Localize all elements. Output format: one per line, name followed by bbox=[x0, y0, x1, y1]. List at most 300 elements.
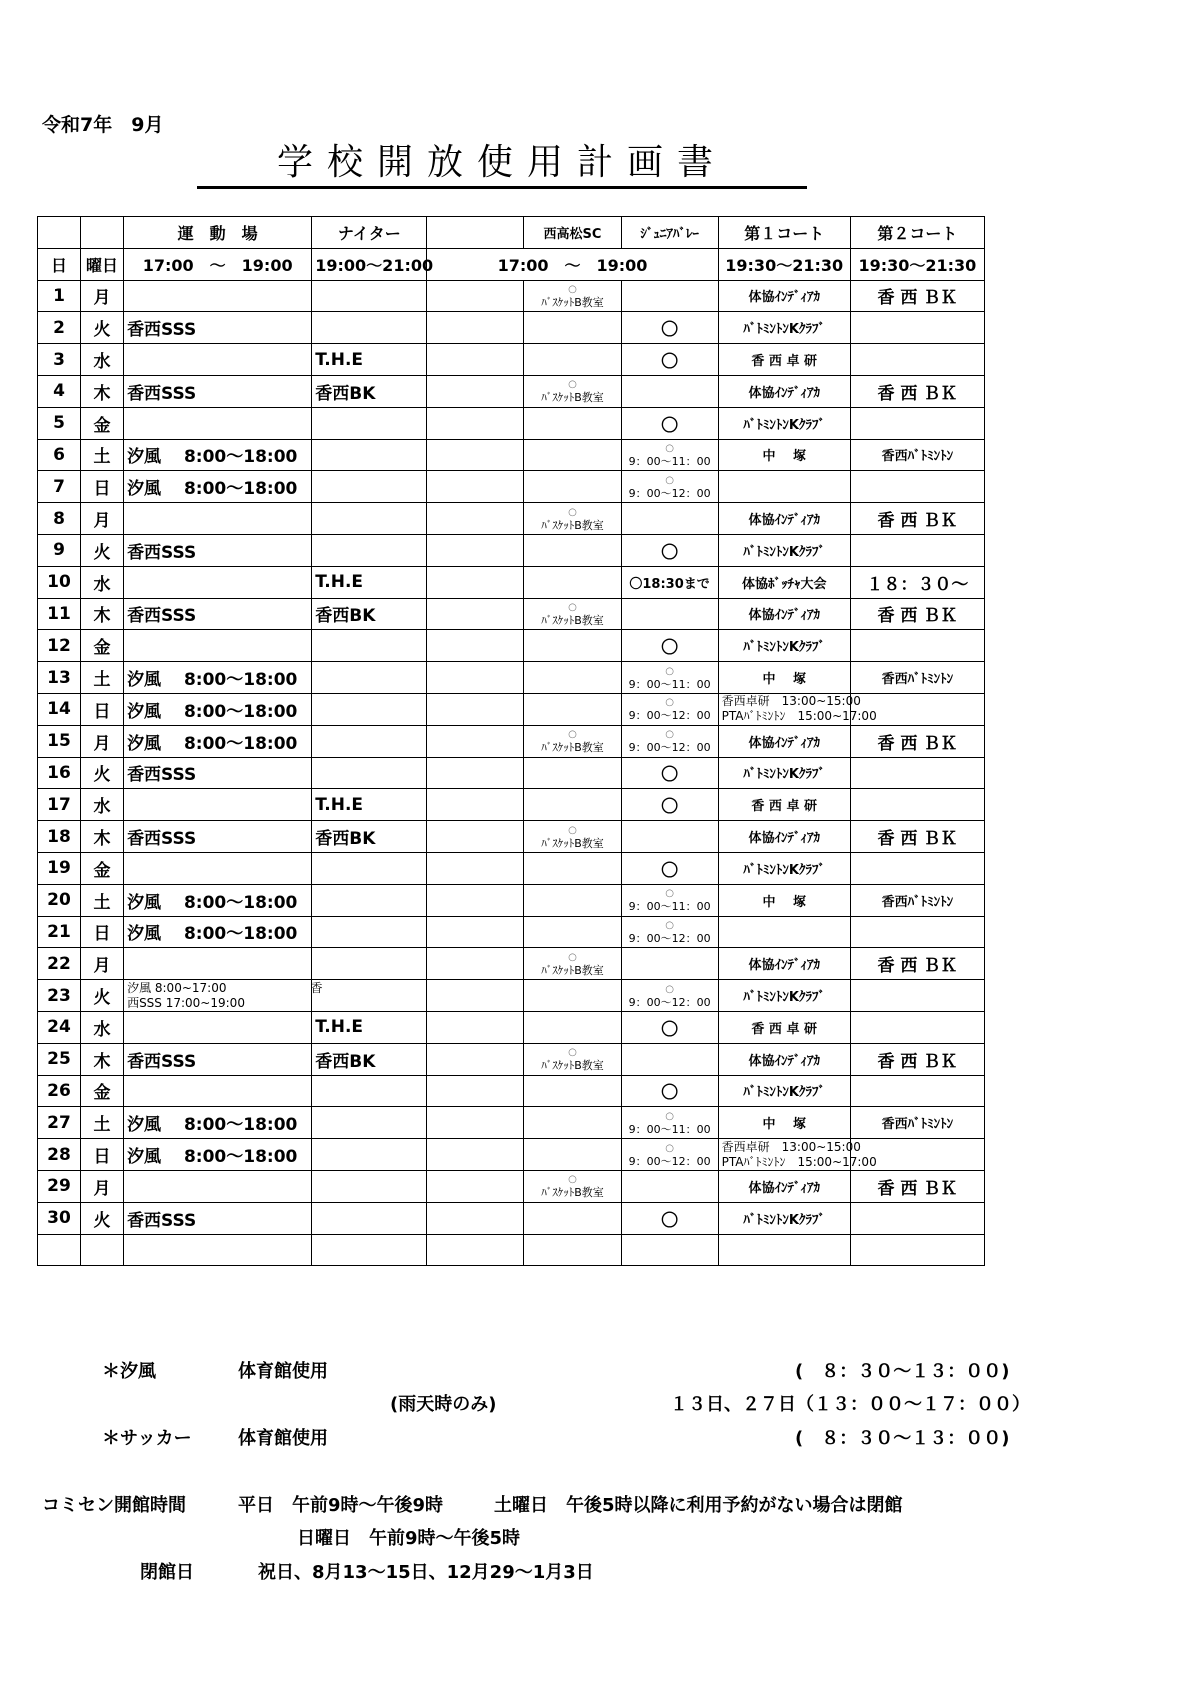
ground-cell: 汐風 8:00～18:00 bbox=[124, 1139, 312, 1171]
circle-mark-icon: ○ bbox=[665, 919, 674, 931]
court2-cell bbox=[850, 534, 984, 566]
court2-cell: 香 西 ＢＫ bbox=[850, 503, 984, 535]
night-cell bbox=[312, 916, 427, 948]
circle-mark-icon: ○ bbox=[665, 665, 674, 677]
table-row bbox=[38, 534, 985, 566]
sc-cell bbox=[524, 884, 621, 916]
weekday-cell: 日 bbox=[81, 1139, 124, 1171]
sc-cell bbox=[524, 948, 621, 980]
court1-cell: 体協ｲﾝﾃﾞｨｱｶ bbox=[718, 280, 850, 312]
circle-mark-icon: ○ bbox=[665, 697, 674, 709]
court2-cell bbox=[850, 312, 984, 344]
night-cell: 香西BK bbox=[312, 375, 427, 407]
night-cell bbox=[312, 662, 427, 694]
day-cell: 23 bbox=[38, 980, 81, 1012]
sc-cell bbox=[524, 598, 621, 630]
jv-time: 9：00～12：00 bbox=[628, 741, 711, 755]
junior-volley-cell: 〇 bbox=[621, 407, 718, 439]
sc-cell bbox=[524, 757, 621, 789]
court2-cell bbox=[850, 1234, 984, 1266]
jv-entry bbox=[625, 442, 715, 468]
blank-cell bbox=[427, 598, 524, 630]
night-cell bbox=[312, 1139, 427, 1171]
sc-cell bbox=[524, 1043, 621, 1075]
table-row bbox=[38, 725, 985, 757]
jv-time: 9：00～12：00 bbox=[628, 995, 711, 1009]
junior-volley-cell bbox=[621, 375, 718, 407]
court2-cell bbox=[850, 1075, 984, 1107]
circle-mark-icon: ○ bbox=[665, 983, 674, 995]
sc-cell bbox=[524, 630, 621, 662]
jv-entry bbox=[625, 983, 715, 1009]
court2-cell bbox=[850, 630, 984, 662]
night-cell bbox=[312, 693, 427, 725]
ground-cell bbox=[124, 789, 312, 821]
blank-cell bbox=[427, 1202, 524, 1234]
court1-cell: 体協ｲﾝﾃﾞｨｱｶ bbox=[718, 598, 850, 630]
closed-days: 祝日、8月13～15日、12月29～1月3日 bbox=[258, 1562, 594, 1583]
blank-cell bbox=[427, 439, 524, 471]
sc-label: ﾊﾞｽｹｯﾄB教室 bbox=[541, 295, 604, 309]
sc-label: ﾊﾞｽｹｯﾄB教室 bbox=[541, 518, 604, 532]
blank-cell bbox=[427, 948, 524, 980]
junior-volley-cell: 〇 bbox=[621, 1011, 718, 1043]
court1-cell: 体協ｲﾝﾃﾞｨｱｶ bbox=[718, 821, 850, 853]
jv-time: 9：00～11：00 bbox=[628, 454, 711, 468]
day-cell: 3 bbox=[38, 344, 81, 376]
day-cell: 15 bbox=[38, 725, 81, 757]
ground-cell bbox=[124, 1011, 312, 1043]
day-cell: 28 bbox=[38, 1139, 81, 1171]
table-row bbox=[38, 1043, 985, 1075]
junior-volley-cell bbox=[621, 916, 718, 948]
table-row bbox=[38, 980, 985, 1012]
weekday-cell: 水 bbox=[81, 789, 124, 821]
court2-cell: 香 西 ＢＫ bbox=[850, 598, 984, 630]
day-cell: 13 bbox=[38, 662, 81, 694]
day-cell: 24 bbox=[38, 1011, 81, 1043]
sc-cell bbox=[524, 1107, 621, 1139]
circle-mark-icon: ○ bbox=[568, 729, 577, 741]
blank-cell bbox=[427, 407, 524, 439]
court1-cell: ﾊﾞﾄﾐﾝﾄﾝKｸﾗﾌﾞ bbox=[718, 630, 850, 662]
note-soccer-time: ( ８：３０～１３：００) bbox=[795, 1428, 1010, 1449]
night-cell bbox=[312, 471, 427, 503]
header-court2: 第２コート bbox=[850, 217, 984, 249]
court2-cell: 香 西 ＢＫ bbox=[850, 821, 984, 853]
header-day: 日 bbox=[38, 248, 81, 280]
blank-cell bbox=[427, 757, 524, 789]
note-soccer-use: 体育館使用 bbox=[238, 1428, 328, 1449]
table-row bbox=[38, 280, 985, 312]
court1-cell bbox=[718, 693, 877, 725]
table-row bbox=[38, 471, 985, 503]
header-court1-time: 19:30～21:30 bbox=[718, 248, 850, 280]
sc-cell bbox=[524, 566, 621, 598]
junior-volley-cell: 〇 bbox=[621, 344, 718, 376]
junior-volley-cell bbox=[621, 1107, 718, 1139]
schedule-table bbox=[37, 216, 985, 1266]
blank-cell bbox=[427, 1011, 524, 1043]
court1-line: 香西卓研 13:00~15:00 bbox=[721, 1139, 861, 1154]
night-cell: T.H.E bbox=[312, 344, 427, 376]
blank-cell bbox=[427, 1075, 524, 1107]
table-row bbox=[38, 344, 985, 376]
day-cell: 10 bbox=[38, 566, 81, 598]
weekday-cell: 火 bbox=[81, 1202, 124, 1234]
ground-cell: 香西SSS bbox=[124, 1043, 312, 1075]
night-cell: 香西BK bbox=[312, 1043, 427, 1075]
night-cell: T.H.E bbox=[312, 1011, 427, 1043]
blank-cell bbox=[427, 1043, 524, 1075]
court2-cell: 香 西 ＢＫ bbox=[850, 948, 984, 980]
court1-cell: ﾊﾞﾄﾐﾝﾄﾝKｸﾗﾌﾞ bbox=[718, 980, 850, 1012]
court1-cell bbox=[718, 1234, 850, 1266]
junior-volley-cell bbox=[621, 1170, 718, 1202]
jv-entry bbox=[625, 474, 715, 500]
day-cell: 5 bbox=[38, 407, 81, 439]
junior-volley-cell bbox=[621, 821, 718, 853]
sc-cell bbox=[524, 693, 621, 725]
sc-cell bbox=[524, 1170, 621, 1202]
day-cell: 22 bbox=[38, 948, 81, 980]
day-cell: 8 bbox=[38, 503, 81, 535]
weekday-cell: 日 bbox=[81, 471, 124, 503]
circle-mark-icon: ○ bbox=[568, 601, 577, 613]
night-cell: 香西BK bbox=[312, 598, 427, 630]
court1-cell bbox=[718, 471, 850, 503]
blank-cell bbox=[427, 789, 524, 821]
note-rain-only: (雨天時のみ) bbox=[390, 1394, 497, 1415]
header-row-2 bbox=[38, 248, 985, 280]
blank-cell bbox=[427, 630, 524, 662]
court2-cell bbox=[850, 757, 984, 789]
ground-cell: 汐風 8:00～18:00 bbox=[124, 471, 312, 503]
circle-mark-icon: ○ bbox=[568, 506, 577, 518]
sc-cell bbox=[524, 821, 621, 853]
court2-cell bbox=[850, 916, 984, 948]
day-cell: 26 bbox=[38, 1075, 81, 1107]
night-cell bbox=[312, 503, 427, 535]
night-cell bbox=[312, 534, 427, 566]
header-cell bbox=[38, 217, 81, 249]
junior-volley-cell bbox=[621, 1234, 718, 1266]
sc-cell bbox=[524, 439, 621, 471]
header-court1: 第１コート bbox=[718, 217, 850, 249]
weekday-cell: 木 bbox=[81, 598, 124, 630]
table-row bbox=[38, 884, 985, 916]
weekday-cell: 火 bbox=[81, 312, 124, 344]
sc-cell bbox=[524, 503, 621, 535]
blank-cell bbox=[427, 852, 524, 884]
sc-entry bbox=[527, 378, 617, 404]
sc-label: ﾊﾞｽｹｯﾄB教室 bbox=[541, 836, 604, 850]
blank-cell bbox=[427, 534, 524, 566]
day-cell: 30 bbox=[38, 1202, 81, 1234]
table-row bbox=[38, 852, 985, 884]
ground-cell bbox=[124, 1075, 312, 1107]
weekday-cell: 月 bbox=[81, 725, 124, 757]
sc-label: ﾊﾞｽｹｯﾄB教室 bbox=[541, 1186, 604, 1200]
junior-volley-cell bbox=[621, 1043, 718, 1075]
junior-volley-cell: 〇 bbox=[621, 630, 718, 662]
weekday-cell: 火 bbox=[81, 534, 124, 566]
circle-mark-icon: ○ bbox=[568, 1174, 577, 1186]
table-row bbox=[38, 312, 985, 344]
blank-cell bbox=[427, 280, 524, 312]
ground-cell: 香西SSS bbox=[124, 598, 312, 630]
day-cell: 18 bbox=[38, 821, 81, 853]
day-cell: 9 bbox=[38, 534, 81, 566]
jv-time: 9：00～11：00 bbox=[628, 677, 711, 691]
circle-mark-icon: ○ bbox=[665, 442, 674, 454]
table-row bbox=[38, 1075, 985, 1107]
ground-cell bbox=[124, 503, 312, 535]
jv-time: 9：00～12：00 bbox=[628, 709, 711, 723]
sc-cell bbox=[524, 375, 621, 407]
day-cell: 12 bbox=[38, 630, 81, 662]
court1-cell: ﾊﾞﾄﾐﾝﾄﾝKｸﾗﾌﾞ bbox=[718, 1075, 850, 1107]
jv-entry bbox=[625, 919, 715, 945]
circle-mark-icon: ○ bbox=[568, 951, 577, 963]
jv-time: 9：00～12：00 bbox=[628, 931, 711, 945]
jv-time: 9：00～11：00 bbox=[628, 900, 711, 914]
court2-cell bbox=[850, 980, 984, 1012]
night-cell bbox=[312, 1075, 427, 1107]
table-row bbox=[38, 375, 985, 407]
sc-cell bbox=[524, 725, 621, 757]
court1-cell bbox=[718, 916, 850, 948]
hours-weekday: 平日 午前9時～午後9時 bbox=[238, 1495, 444, 1516]
junior-volley-cell bbox=[621, 280, 718, 312]
weekday-cell: 土 bbox=[81, 884, 124, 916]
court1-line: 香西卓研 13:00~15:00 bbox=[721, 694, 861, 709]
sc-cell bbox=[524, 312, 621, 344]
header-sc-time: 17:00 ～ 19:00 bbox=[427, 248, 718, 280]
junior-volley-cell bbox=[621, 693, 718, 725]
circle-mark-icon: ○ bbox=[568, 379, 577, 391]
day-cell: 11 bbox=[38, 598, 81, 630]
blank-cell bbox=[427, 471, 524, 503]
day-cell: 4 bbox=[38, 375, 81, 407]
sc-label: ﾊﾞｽｹｯﾄB教室 bbox=[541, 741, 604, 755]
day-cell: 1 bbox=[38, 280, 81, 312]
junior-volley-cell bbox=[621, 980, 718, 1012]
blank-cell bbox=[427, 725, 524, 757]
day-cell: 19 bbox=[38, 852, 81, 884]
sc-cell bbox=[524, 280, 621, 312]
day-cell: 20 bbox=[38, 884, 81, 916]
header-cell bbox=[427, 217, 524, 249]
weekday-cell: 月 bbox=[81, 1170, 124, 1202]
sc-entry bbox=[527, 1173, 617, 1199]
court1-cell: 中 塚 bbox=[718, 662, 850, 694]
sc-label: ﾊﾞｽｹｯﾄB教室 bbox=[541, 391, 604, 405]
court2-cell bbox=[850, 1011, 984, 1043]
court2-cell bbox=[850, 471, 984, 503]
court1-cell: ﾊﾞﾄﾐﾝﾄﾝKｸﾗﾌﾞ bbox=[718, 407, 850, 439]
blank-cell bbox=[427, 312, 524, 344]
sc-cell bbox=[524, 407, 621, 439]
ground-cell bbox=[124, 1234, 312, 1266]
ground-cell: 汐風 8:00～18:00 bbox=[124, 884, 312, 916]
header-weekday: 曜日 bbox=[81, 248, 124, 280]
circle-mark-icon: ○ bbox=[568, 283, 577, 295]
weekday-cell: 月 bbox=[81, 948, 124, 980]
night-cell bbox=[312, 1170, 427, 1202]
table-row bbox=[38, 1170, 985, 1202]
night-cell bbox=[312, 980, 427, 1012]
court1-cell: ﾊﾞﾄﾐﾝﾄﾝKｸﾗﾌﾞ bbox=[718, 534, 850, 566]
weekday-cell: 水 bbox=[81, 1011, 124, 1043]
note-shiokaze-label: ＊汐風 bbox=[102, 1361, 156, 1382]
table-row bbox=[38, 916, 985, 948]
ground-cell bbox=[124, 948, 312, 980]
sc-entry bbox=[527, 283, 617, 309]
night-cell bbox=[312, 280, 427, 312]
sc-cell bbox=[524, 1075, 621, 1107]
day-cell: 2 bbox=[38, 312, 81, 344]
ground-cell bbox=[124, 280, 312, 312]
table-row bbox=[38, 566, 985, 598]
court1-cell: 中 塚 bbox=[718, 884, 850, 916]
table-row bbox=[38, 1234, 985, 1266]
blank-cell bbox=[427, 1107, 524, 1139]
night-cell bbox=[312, 312, 427, 344]
court1-cell: 体協ｲﾝﾃﾞｨｱｶ bbox=[718, 725, 850, 757]
court1-cell: 体協ﾎﾞｯﾁｬ大会 bbox=[718, 566, 850, 598]
night-cell bbox=[312, 630, 427, 662]
court1-cell: ﾊﾞﾄﾐﾝﾄﾝKｸﾗﾌﾞ bbox=[718, 1202, 850, 1234]
blank-cell bbox=[427, 821, 524, 853]
weekday-cell: 日 bbox=[81, 916, 124, 948]
sc-cell bbox=[524, 534, 621, 566]
blank-cell bbox=[427, 1170, 524, 1202]
circle-mark-icon: ○ bbox=[665, 1110, 674, 1122]
header-sc: 西高松SC bbox=[524, 217, 621, 249]
ground-cell: 香西SSS bbox=[124, 757, 312, 789]
sc-cell bbox=[524, 1011, 621, 1043]
ground-line: 汐風 8:00~17:00 香 bbox=[127, 980, 323, 995]
ground-cell: 汐風 8:00～18:00 bbox=[124, 439, 312, 471]
jv-entry bbox=[625, 1142, 715, 1168]
ground-cell: 香西SSS bbox=[124, 1202, 312, 1234]
jv-entry bbox=[625, 665, 715, 691]
court2-cell: 香 西 ＢＫ bbox=[850, 280, 984, 312]
ground-cell bbox=[124, 630, 312, 662]
blank-cell bbox=[427, 980, 524, 1012]
weekday-cell bbox=[81, 1234, 124, 1266]
court2-cell bbox=[850, 344, 984, 376]
table-row bbox=[38, 598, 985, 630]
court2-cell: 香 西 ＢＫ bbox=[850, 375, 984, 407]
circle-mark-icon: ○ bbox=[665, 474, 674, 486]
ground-cell: 汐風 8:00～18:00 bbox=[124, 916, 312, 948]
weekday-cell: 水 bbox=[81, 344, 124, 376]
day-cell bbox=[38, 1234, 81, 1266]
hours-saturday: 土曜日 午後5時以降に利用予約がない場合は閉館 bbox=[494, 1495, 903, 1516]
court2-cell: 香 西 ＢＫ bbox=[850, 1170, 984, 1202]
night-cell bbox=[312, 948, 427, 980]
circle-mark-icon: ○ bbox=[665, 888, 674, 900]
ground-cell bbox=[124, 852, 312, 884]
court1-cell bbox=[718, 1139, 877, 1171]
jv-time: 9：00～12：00 bbox=[628, 1154, 711, 1168]
night-cell bbox=[312, 407, 427, 439]
table-row bbox=[38, 821, 985, 853]
weekday-cell: 日 bbox=[81, 693, 124, 725]
court1-cell: 中 塚 bbox=[718, 439, 850, 471]
court1-cell: 体協ｲﾝﾃﾞｨｱｶ bbox=[718, 503, 850, 535]
court2-cell: 香 西 ＢＫ bbox=[850, 1043, 984, 1075]
sc-cell bbox=[524, 471, 621, 503]
blank-cell bbox=[427, 662, 524, 694]
day-cell: 17 bbox=[38, 789, 81, 821]
court2-cell: 香西ﾊﾞﾄﾐﾝﾄﾝ bbox=[850, 884, 984, 916]
night-cell bbox=[312, 884, 427, 916]
circle-mark-icon: ○ bbox=[665, 729, 674, 741]
day-cell: 21 bbox=[38, 916, 81, 948]
court1-cell: 体協ｲﾝﾃﾞｨｱｶ bbox=[718, 948, 850, 980]
jv-time: 9：00～12：00 bbox=[628, 486, 711, 500]
table-row bbox=[38, 1107, 985, 1139]
header-row-1 bbox=[38, 217, 985, 249]
night-cell bbox=[312, 1107, 427, 1139]
weekday-cell: 木 bbox=[81, 375, 124, 407]
court1-cell: 香 西 卓 研 bbox=[718, 1011, 850, 1043]
note-soccer-label: ＊サッカー bbox=[102, 1428, 192, 1449]
table-row bbox=[38, 693, 985, 725]
court1-cell: 体協ｲﾝﾃﾞｨｱｶ bbox=[718, 375, 850, 407]
junior-volley-cell: 〇 bbox=[621, 534, 718, 566]
table-row bbox=[38, 407, 985, 439]
day-cell: 29 bbox=[38, 1170, 81, 1202]
court2-cell: 香西ﾊﾞﾄﾐﾝﾄﾝ bbox=[850, 439, 984, 471]
night-cell: 香西BK bbox=[312, 821, 427, 853]
court1-line: PTAﾊﾞﾄﾐﾝﾄﾝ 15:00~17:00 bbox=[721, 1154, 877, 1169]
court1-cell: 体協ｲﾝﾃﾞｨｱｶ bbox=[718, 1170, 850, 1202]
weekday-cell: 土 bbox=[81, 662, 124, 694]
ground-cell bbox=[124, 344, 312, 376]
day-cell: 14 bbox=[38, 693, 81, 725]
circle-mark-icon: ○ bbox=[665, 1142, 674, 1154]
junior-volley-cell bbox=[621, 884, 718, 916]
day-cell: 25 bbox=[38, 1043, 81, 1075]
weekday-cell: 金 bbox=[81, 1075, 124, 1107]
header-court2-time: 19:30～21:30 bbox=[850, 248, 984, 280]
sc-entry bbox=[527, 824, 617, 850]
blank-cell bbox=[427, 1234, 524, 1266]
table-row bbox=[38, 630, 985, 662]
weekday-cell: 木 bbox=[81, 821, 124, 853]
sc-label: ﾊﾞｽｹｯﾄB教室 bbox=[541, 1059, 604, 1073]
junior-volley-cell: 〇 bbox=[621, 757, 718, 789]
ground-cell: 汐風 8:00～18:00 bbox=[124, 662, 312, 694]
table-row bbox=[38, 662, 985, 694]
sc-label: ﾊﾞｽｹｯﾄB教室 bbox=[541, 613, 604, 627]
ground-cell: 香西SSS bbox=[124, 534, 312, 566]
note-shiokaze-time: ( ８：３０～１３：００) bbox=[795, 1361, 1010, 1382]
junior-volley-cell bbox=[621, 948, 718, 980]
blank-cell bbox=[427, 884, 524, 916]
blank-cell bbox=[427, 916, 524, 948]
blank-cell bbox=[427, 344, 524, 376]
night-cell bbox=[312, 757, 427, 789]
sc-cell bbox=[524, 980, 621, 1012]
sc-cell bbox=[524, 1234, 621, 1266]
jv-entry bbox=[625, 887, 715, 913]
sc-entry bbox=[527, 728, 617, 754]
